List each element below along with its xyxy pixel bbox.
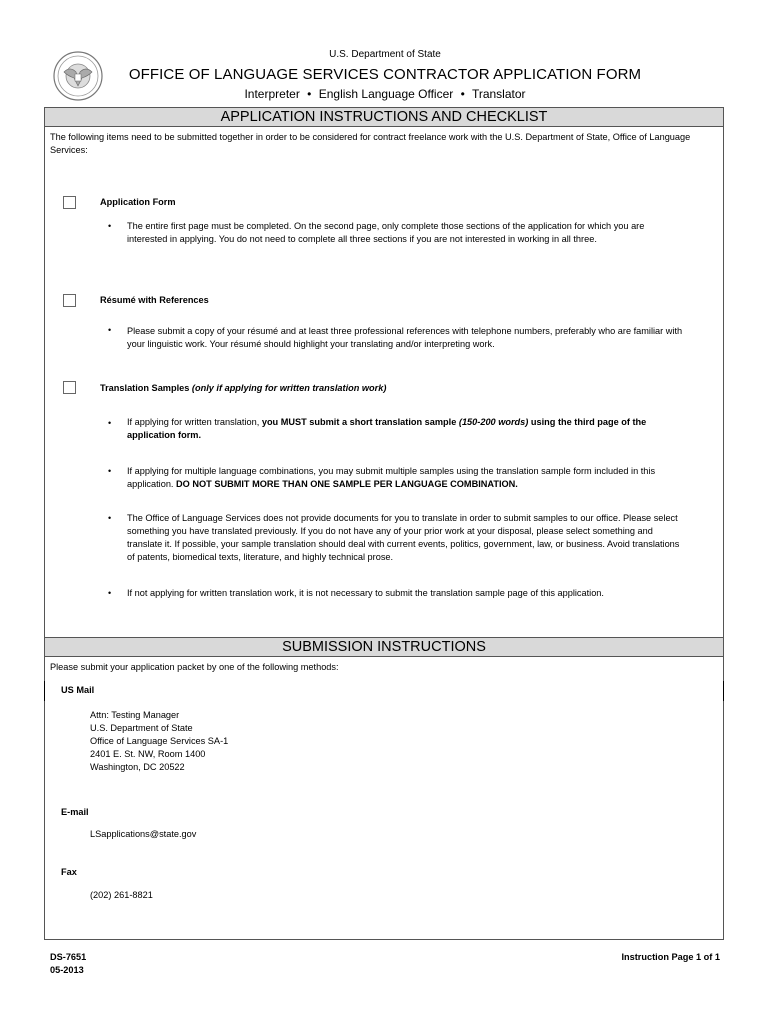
mail-line: Attn: Testing Manager [90, 710, 180, 720]
submission-heading: SUBMISSION INSTRUCTIONS [45, 637, 723, 657]
application-form-label: Application Form [100, 197, 176, 207]
bullet-emphasis: DO NOT SUBMIT MORE THAN ONE SAMPLE PER LANGUAGE COMBINATION. [176, 479, 518, 489]
page-indicator: Instruction Page 1 of 1 [621, 952, 720, 962]
translation-samples-label-row [100, 382, 386, 395]
submission-intro: Please submit your application packet by one of the following methods: [50, 662, 339, 672]
bullet: • [108, 325, 112, 335]
translation-bullet-2 [127, 465, 687, 491]
bullet-emphasis: you MUST submit a short translation sample [261, 417, 459, 427]
fax-number: (202) 261-8821 [90, 890, 153, 900]
role-english-language-officer: English Language Officer [318, 87, 454, 101]
mail-address [90, 709, 228, 774]
application-form-note: The entire first page must be completed. On the second page, only complete those sections of the application for which you are interested in applying. You do not need to complete all three sections if you are not interested in working in all three. [127, 221, 645, 244]
role-translator: Translator [471, 87, 526, 101]
translation-bullet-1 [127, 416, 687, 442]
form-title: OFFICE OF LANGUAGE SERVICES CONTRACTOR APPLICATION FORM [128, 66, 642, 83]
form-date: 05-2013 [50, 965, 84, 975]
application-form-checkbox[interactable] [63, 196, 76, 209]
translation-samples-label: Translation Samples [100, 383, 190, 393]
fax-label: Fax [61, 867, 77, 877]
role-separator: • [307, 87, 312, 101]
resume-note: Please submit a copy of your résumé and at least three professional references with telephone numbers, preferably who are familiar with your linguistic work. Your résumé should highlight your translating and/or interpreting work. [127, 326, 683, 349]
form-roles [0, 87, 770, 101]
translation-samples-note: (only if applying for written translation work) [191, 383, 387, 393]
resume-checkbox[interactable] [63, 294, 76, 307]
bullet: • [108, 221, 112, 231]
resume-label: Résumé with References [100, 295, 209, 305]
bullet: • [108, 466, 112, 476]
us-mail-label: US Mail [61, 685, 95, 695]
mail-line: U.S. Department of State [90, 723, 193, 733]
left-margin-mark [44, 681, 45, 701]
mail-line: Washington, DC 20522 [90, 762, 185, 772]
mail-line: Office of Language Services SA-1 [90, 736, 229, 746]
role-interpreter: Interpreter [244, 87, 300, 101]
email-label: E-mail [61, 807, 89, 817]
translation-samples-checkbox[interactable] [63, 381, 76, 394]
bullet: • [108, 513, 112, 523]
bullet-word-count: (150-200 words) [458, 417, 529, 427]
department-name: U.S. Department of State [329, 49, 441, 60]
email-address[interactable]: LSapplications@state.gov [90, 829, 197, 839]
role-separator: • [460, 87, 465, 101]
translation-bullet-3: The Office of Language Services does not provide documents for you to translate in order to submit samples to our office. Please select something you have translated previously. If you do not have any of your prior work at your disposal, please select something and translate it. If possible, your sample translation should deal with current events, politics, government, law, or business. Avoid translations of patents, biomedical texts, literature, and highly technical prose. [127, 513, 680, 562]
form-number: DS-7651 [50, 952, 87, 962]
bullet-emphasis: using the third page of the application form. [127, 417, 647, 440]
bullet: • [108, 418, 112, 428]
checklist-intro: The following items need to be submitted together in order to be considered for contract freelance work with the U.S. Department of State, Office of Language Services: [50, 132, 691, 155]
bullet-text: If applying for multiple language combinations, you may submit multiple samples using the translation sample form included in this application. [127, 466, 656, 489]
bullet: • [108, 588, 112, 598]
right-margin-mark [723, 681, 724, 701]
mail-line: 2401 E. St. NW, Room 1400 [90, 749, 206, 759]
bullet-text: If applying for written translation, [127, 417, 262, 427]
translation-bullet-4: If not applying for written translation work, it is not necessary to submit the translation sample page of this application. [127, 588, 604, 598]
checklist-heading: APPLICATION INSTRUCTIONS AND CHECKLIST [45, 107, 723, 127]
